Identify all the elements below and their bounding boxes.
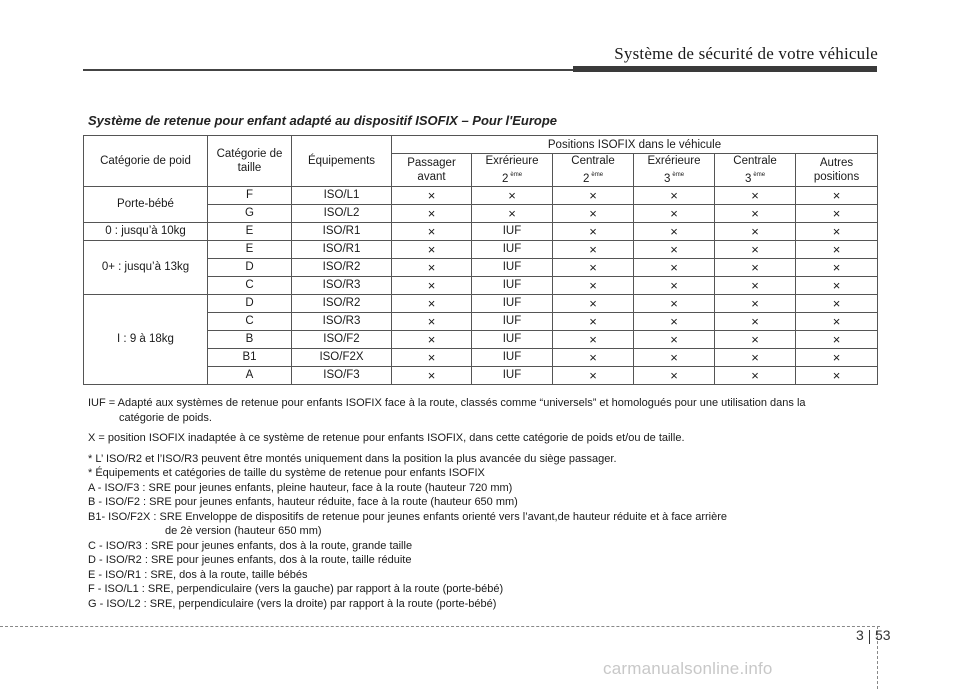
position-cell: × xyxy=(392,295,472,313)
position-cell: × xyxy=(796,259,878,277)
position-cell: × xyxy=(553,367,634,385)
position-cell: IUF xyxy=(472,295,553,313)
position-cell: × xyxy=(392,367,472,385)
header-bar xyxy=(573,66,877,72)
page-header-title: Système de sécurité de votre véhicule xyxy=(614,44,878,63)
subheader-num: 2 xyxy=(582,173,590,185)
isofix-table xyxy=(83,135,878,385)
size-cell: D xyxy=(208,259,292,277)
weight-group-label: 0 : jusqu’à 10kg xyxy=(84,223,208,241)
equipment-cell: ISO/R2 xyxy=(292,295,392,313)
subheader-position-4 xyxy=(715,154,796,187)
note-a: A - ISO/F3 : SRE pour jeunes enfants, pleine hauteur, face à la route (hauteur 720 mm) xyxy=(88,481,513,494)
position-cell: × xyxy=(715,277,796,295)
position-cell: × xyxy=(634,241,715,259)
footer-rule xyxy=(0,626,880,627)
equipment-cell: ISO/R3 xyxy=(292,313,392,331)
position-cell: × xyxy=(796,349,878,367)
position-cell: × xyxy=(796,223,878,241)
position-cell: × xyxy=(553,205,634,223)
equipment-cell: ISO/F2 xyxy=(292,331,392,349)
note-f: F - ISO/L1 : SRE, perpendiculaire (vers la gauche) par rapport à la route (porte-bébé) xyxy=(88,583,504,595)
weight-group-label: 0+ : jusqu’à 13kg xyxy=(84,241,208,295)
position-cell: × xyxy=(715,349,796,367)
position-cell: IUF xyxy=(472,259,553,277)
size-cell: C xyxy=(208,277,292,295)
equipment-cell: ISO/R3 xyxy=(292,277,392,295)
table-row xyxy=(84,241,878,259)
position-cell: IUF xyxy=(472,367,553,385)
header-isofix-positions: Positions ISOFIX dans le véhicule xyxy=(392,136,878,154)
position-cell: × xyxy=(472,187,553,205)
size-cell: C xyxy=(208,313,292,331)
page-separator xyxy=(869,630,870,644)
note-iuf: IUF = Adapté aux systèmes de retenue pour enfants ISOFIX face à la route, classés comme “universels” et homologués pour une utilisation dans la xyxy=(88,397,806,409)
position-cell: IUF xyxy=(472,349,553,367)
page-number: 53 xyxy=(875,627,891,643)
position-cell: × xyxy=(796,241,878,259)
position-cell: × xyxy=(472,205,553,223)
weight-group-label: Porte-bébé xyxy=(84,187,208,223)
position-cell: × xyxy=(392,331,472,349)
equipment-cell: ISO/L1 xyxy=(292,187,392,205)
chapter-number: 3 xyxy=(856,627,864,643)
size-cell: B xyxy=(208,331,292,349)
subheader-line2 xyxy=(636,168,712,186)
position-cell: × xyxy=(634,295,715,313)
position-cell: × xyxy=(634,259,715,277)
position-cell: × xyxy=(715,313,796,331)
equipment-cell: ISO/F2X xyxy=(292,349,392,367)
position-cell: × xyxy=(553,331,634,349)
size-cell: F xyxy=(208,187,292,205)
note-e: E - ISO/R1 : SRE, dos à la route, taille bébés xyxy=(88,568,308,581)
position-cell: × xyxy=(553,313,634,331)
note-b: B - ISO/F2 : SRE pour jeunes enfants, hauteur réduite, face à la route (hauteur 650 mm) xyxy=(88,496,518,508)
position-cell: × xyxy=(392,241,472,259)
position-cell: × xyxy=(796,277,878,295)
subheader-line2 xyxy=(474,168,550,186)
position-cell: IUF xyxy=(472,331,553,349)
position-cell: IUF xyxy=(472,313,553,331)
position-cell: × xyxy=(796,295,878,313)
subheader-line2 xyxy=(717,168,793,186)
subheader-position-5 xyxy=(796,154,878,187)
position-cell: × xyxy=(392,205,472,223)
subheader-num: 3 xyxy=(663,173,671,185)
header-weight-category: Catégorie de poid xyxy=(84,136,208,187)
position-cell: × xyxy=(796,331,878,349)
equipment-cell: ISO/R1 xyxy=(292,223,392,241)
subheader-line1: Exrérieure xyxy=(647,155,701,167)
size-cell: G xyxy=(208,205,292,223)
note-star-1: * L’ ISO/R2 et l’ISO/R3 peuvent être montés uniquement dans la position la plus avancée du siège passager. xyxy=(88,452,617,465)
position-cell: × xyxy=(634,205,715,223)
position-cell: × xyxy=(715,259,796,277)
position-cell: × xyxy=(553,349,634,367)
position-cell: × xyxy=(553,259,634,277)
position-cell: × xyxy=(796,205,878,223)
notes xyxy=(88,396,878,611)
position-cell: × xyxy=(796,367,878,385)
subheader-position-0 xyxy=(392,154,472,187)
position-cell: × xyxy=(634,367,715,385)
subheader-position-2 xyxy=(553,154,634,187)
table-row xyxy=(84,187,878,205)
subheader-line1: Passager xyxy=(407,157,456,169)
size-cell: E xyxy=(208,223,292,241)
subheader-superscript: ème xyxy=(753,172,766,178)
position-cell: × xyxy=(634,187,715,205)
size-cell: A xyxy=(208,367,292,385)
subheader-line1: Exrérieure xyxy=(485,155,539,167)
weight-group-label: I : 9 à 18kg xyxy=(84,295,208,385)
note-d: D - ISO/R2 : SRE pour jeunes enfants, dos à la route, taille réduite xyxy=(88,554,412,566)
position-cell: × xyxy=(553,241,634,259)
position-cell: × xyxy=(392,259,472,277)
position-cell: × xyxy=(392,277,472,295)
position-cell: × xyxy=(634,223,715,241)
position-cell: IUF xyxy=(472,241,553,259)
position-cell: × xyxy=(715,205,796,223)
position-cell: × xyxy=(796,187,878,205)
position-cell: × xyxy=(715,187,796,205)
header-rule xyxy=(83,69,580,71)
subheader-position-1 xyxy=(472,154,553,187)
size-cell: E xyxy=(208,241,292,259)
subheader-line1: Centrale xyxy=(733,155,777,167)
subheader-superscript: ème xyxy=(591,172,604,178)
watermark: carmanualsonline.info xyxy=(603,659,773,678)
note-b1-cont: de 2è version (hauteur 650 mm) xyxy=(165,525,322,537)
subheader-num: positions xyxy=(813,171,860,183)
note-iuf-cont: catégorie de poids. xyxy=(119,411,212,424)
position-cell: × xyxy=(392,187,472,205)
position-cell: × xyxy=(715,367,796,385)
note-star-2: * Équipements et catégories de taille du système de retenue pour enfants ISOFIX xyxy=(88,467,485,479)
header-size-category: Catégorie de taille xyxy=(208,136,292,187)
note-x: X = position ISOFIX inadaptée à ce système de retenue pour enfants ISOFIX, dans cette catégorie de poids et/ou de taille. xyxy=(88,432,685,444)
position-cell: × xyxy=(634,313,715,331)
equipment-cell: ISO/F3 xyxy=(292,367,392,385)
subheader-line2 xyxy=(394,170,469,184)
position-cell: × xyxy=(392,313,472,331)
position-cell: × xyxy=(715,331,796,349)
subheader-num: 2 xyxy=(501,173,509,185)
position-cell: × xyxy=(553,187,634,205)
position-cell: IUF xyxy=(472,223,553,241)
section-title: Système de retenue pour enfant adapté au dispositif ISOFIX – Pour l'Europe xyxy=(88,113,558,128)
subheader-position-3 xyxy=(634,154,715,187)
position-cell: × xyxy=(634,277,715,295)
size-cell: D xyxy=(208,295,292,313)
position-cell: × xyxy=(392,223,472,241)
position-cell: × xyxy=(553,277,634,295)
position-cell: IUF xyxy=(472,277,553,295)
position-cell: × xyxy=(553,295,634,313)
subheader-line2 xyxy=(798,170,875,184)
position-cell: × xyxy=(715,223,796,241)
note-b1: B1- ISO/F2X : SRE Enveloppe de dispositifs de retenue pour jeunes enfants orienté vers l’avant,de hauteur réduite et à face arrière xyxy=(88,510,727,523)
table-row xyxy=(84,223,878,241)
position-cell: × xyxy=(392,349,472,367)
position-cell: × xyxy=(634,331,715,349)
subheader-superscript: ème xyxy=(672,172,685,178)
table-row xyxy=(84,295,878,313)
position-cell: × xyxy=(796,313,878,331)
subheader-num: 3 xyxy=(744,173,752,185)
note-c: C - ISO/R3 : SRE pour jeunes enfants, dos à la route, grande taille xyxy=(88,539,413,552)
equipment-cell: ISO/L2 xyxy=(292,205,392,223)
subheader-line2 xyxy=(555,168,631,186)
size-cell: B1 xyxy=(208,349,292,367)
subheader-line1: Centrale xyxy=(571,155,615,167)
position-cell: × xyxy=(715,295,796,313)
header-equipment: Équipements xyxy=(292,136,392,187)
position-cell: × xyxy=(553,223,634,241)
position-cell: × xyxy=(715,241,796,259)
subheader-num: avant xyxy=(417,171,446,183)
equipment-cell: ISO/R2 xyxy=(292,259,392,277)
equipment-cell: ISO/R1 xyxy=(292,241,392,259)
position-cell: × xyxy=(634,349,715,367)
subheader-line1: Autres xyxy=(819,157,854,169)
subheader-superscript: ème xyxy=(510,172,523,178)
note-g: G - ISO/L2 : SRE, perpendiculaire (vers la droite) par rapport à la route (porte-bébé) xyxy=(88,597,497,610)
